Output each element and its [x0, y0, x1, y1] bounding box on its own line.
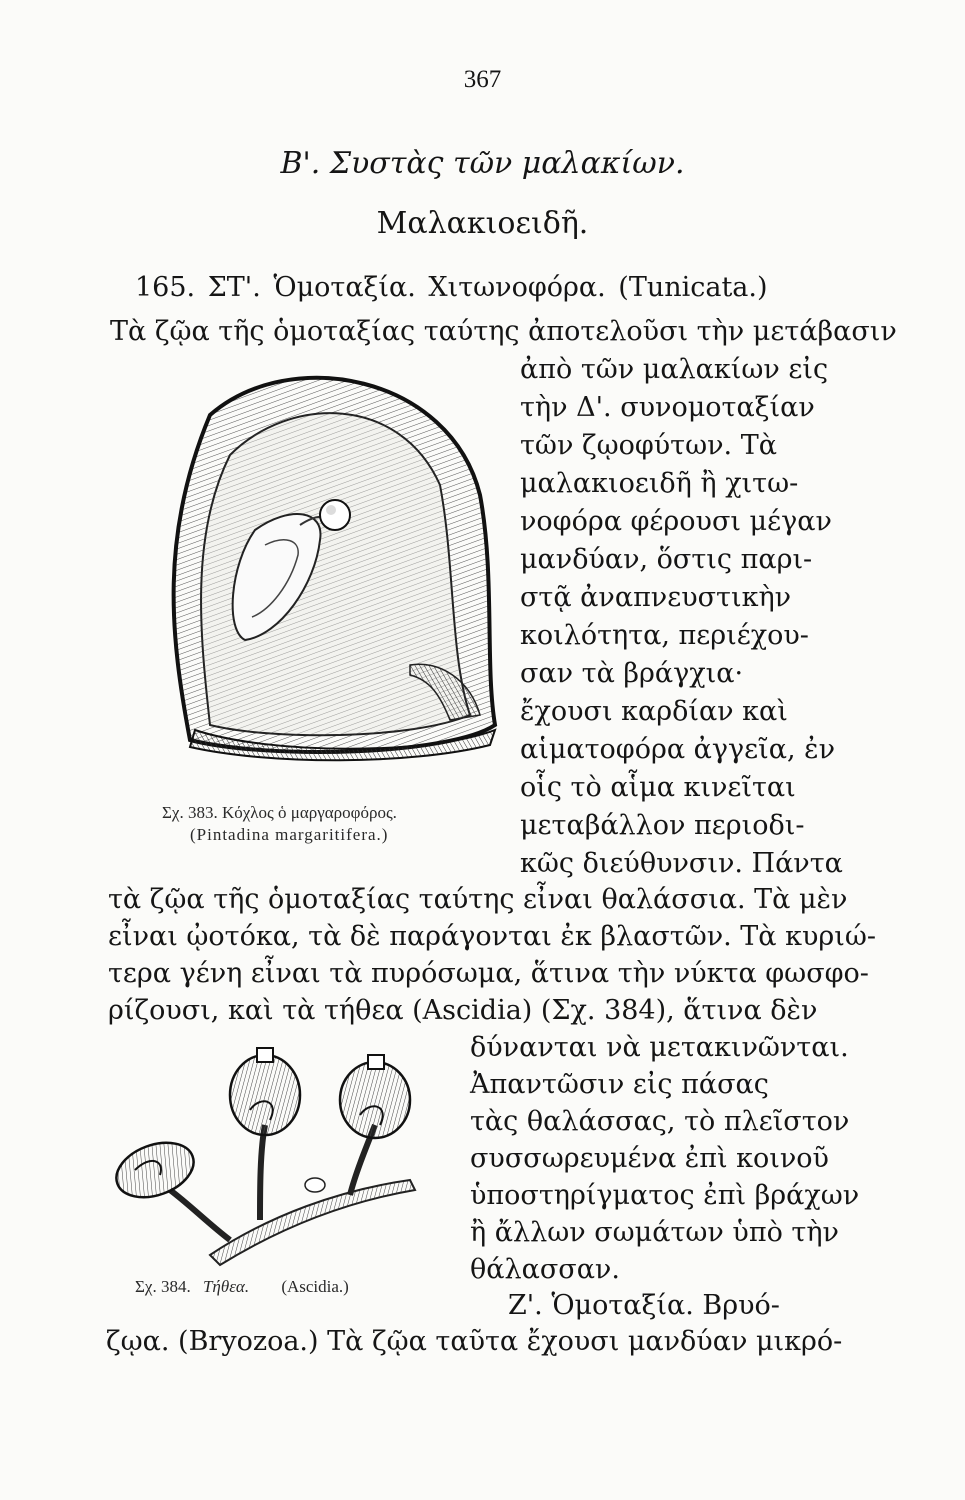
text-line: μαλακιοειδῆ ἢ χιτω- [520, 468, 799, 499]
page-number: 367 [463, 66, 502, 93]
text-line: τῶν ζῳοφύτων. Τὰ [520, 430, 777, 461]
text-line: στᾷ ἀναπνευστικὴν [520, 582, 792, 613]
text-line: οἷς τὸ αἷμα κινεῖται [520, 772, 796, 803]
text-line: κοιλότητα, περιέχου- [520, 620, 809, 651]
text-line: νοφόρα φέρουσι μέγαν [520, 506, 832, 537]
figure-384-caption-label: Σχ. 384. [135, 1277, 191, 1296]
text-line: θάλασσαν. [470, 1254, 620, 1285]
text-line: κῶς διεύθυνσιν. Πάντα [520, 848, 843, 879]
text-line: Ζ'. Ὁμοταξία. Βρυό- [508, 1290, 780, 1321]
figure-384-caption-greek: Τήθεα. [202, 1277, 250, 1296]
pearl-oyster-illustration [150, 335, 510, 775]
figure-383-caption-line1: Σχ. 383. Κόχλος ὁ μαργαροφόρος. [162, 803, 397, 822]
text-line: ζῳα. (Bryozoa.) Τὰ ζῷα ταῦτα ἔχουσι μανδύαν μικρό- [106, 1326, 843, 1357]
text-line: ὑποστηρίγματος ἐπὶ βράχων [470, 1180, 860, 1211]
figure-383-caption-line2: (Pintadina margaritifera.) [190, 825, 389, 844]
text-line: δύνανται νὰ μετακινῶνται. [470, 1032, 849, 1063]
text-line: τὰ ζῷα τῆς ὁμοταξίας ταύτης εἶναι θαλάσσια. Τὰ μὲν [108, 884, 848, 915]
text-line: τερα γένη εἶναι τὰ πυρόσωμα, ἅτινα τὴν νύκτα φωσφο- [108, 958, 869, 989]
text-line: 165. ΣΤ'. Ὁμοταξία. Χιτωνοφόρα. (Tunicata.) [135, 272, 768, 303]
text-line: συσσωρευμένα ἐπὶ κοινοῦ [470, 1143, 829, 1174]
subsection-heading: Μαλακιοειδῆ. [376, 206, 589, 241]
text-line: Τὰ ζῷα τῆς ὁμοταξίας ταύτης ἀποτελοῦσι τὴν μετάβασιν [110, 316, 897, 347]
text-line: ἔχουσι καρδίαν καὶ [520, 696, 788, 727]
ascidia-illustration [110, 1040, 460, 1270]
figure-384-caption-latin: (Ascidia.) [281, 1277, 349, 1296]
text-line: τὴν Δ'. συνομοταξίαν [520, 392, 815, 423]
text-line: ἀπὸ τῶν μαλακίων εἰς [520, 354, 829, 385]
text-line: αἱματοφόρα ἀγγεῖα, ἐν [520, 734, 836, 765]
text-line: ἢ ἄλλων σωμάτων ὑπὸ τὴν [470, 1217, 839, 1248]
section-heading: Β'. Συστὰς τῶν μαλακίων. [280, 146, 685, 181]
text-line: Ἀπαντῶσιν εἰς πάσας [470, 1069, 769, 1100]
text-line: ρίζουσι, καὶ τὰ τήθεα (Ascidia) (Σχ. 384), ἅτινα δὲν [108, 995, 818, 1026]
text-line: μεταβάλλον περιοδι- [520, 810, 805, 841]
text-line: σαν τὰ βράγχια· [520, 658, 744, 689]
text-line: τὰς θαλάσσας, τὸ πλεῖστον [470, 1106, 850, 1137]
text-line: μανδύαν, ὅστις παρι- [520, 544, 813, 575]
text-line: εἶναι ᾠοτόκα, τὰ δὲ παράγονται ἐκ βλαστῶν. Τὰ κυριώ- [108, 921, 877, 952]
